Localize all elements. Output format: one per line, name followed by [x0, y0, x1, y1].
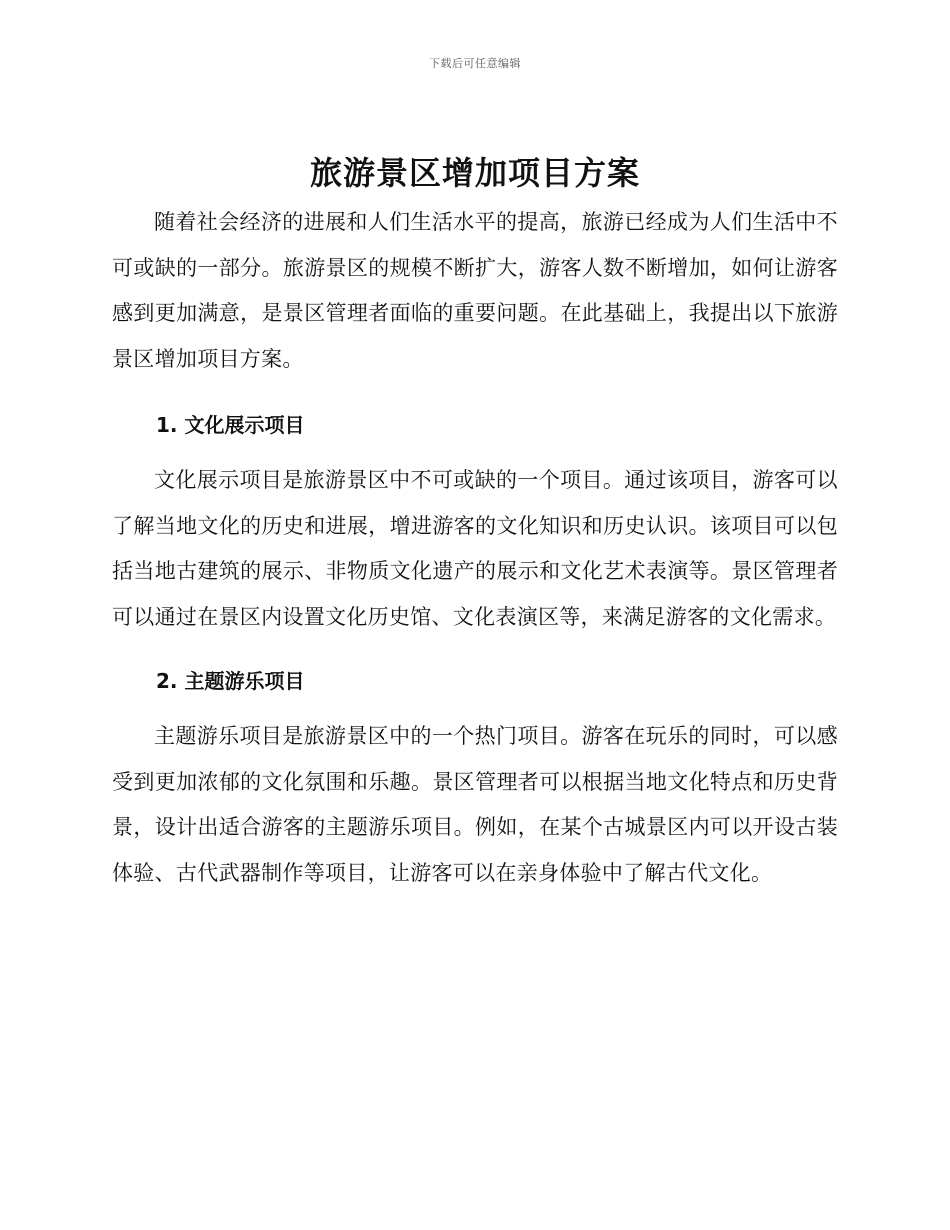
document-body: [112, 200, 838, 896]
page-title: 旅游景区增加项目方案: [309, 154, 640, 192]
section-heading-culture: 1. 文化展示项目: [156, 413, 305, 437]
intro-paragraph: 随着社会经济的进展和人们生活水平的提高，旅游已经成为人们生活中不可或缺的一部分。旅游景区的规模不断扩大，游客人数不断增加，如何让游客感到更加满意，是景区管理者面临的重要问题。在此基础上，我提出以下旅游景区增加项目方案。: [112, 210, 838, 371]
section-heading-theme-park: 2. 主题游乐项目: [156, 669, 305, 693]
section-body-culture: 文化展示项目是旅游景区中不可或缺的一个项目。通过该项目，游客可以了解当地文化的历史和进展，增进游客的文化知识和历史认识。该项目可以包括当地古建筑的展示、非物质文化遗产的展示和文化艺术表演等。景区管理者可以通过在景区内设置文化历史馆、文化表演区等，来满足游客的文化需求。: [112, 468, 838, 629]
header-note: 下载后可任意编辑: [429, 57, 521, 70]
section-body-theme-park: 主题游乐项目是旅游景区中的一个热门项目。游客在玩乐的同时，可以感受到更加浓郁的文化氛围和乐趣。景区管理者可以根据当地文化特点和历史背景，设计出适合游客的主题游乐项目。例如，在某个古城景区内可以开设古装体验、古代武器制作等项目，让游客可以在亲身体验中了解古代文化。: [112, 724, 838, 885]
